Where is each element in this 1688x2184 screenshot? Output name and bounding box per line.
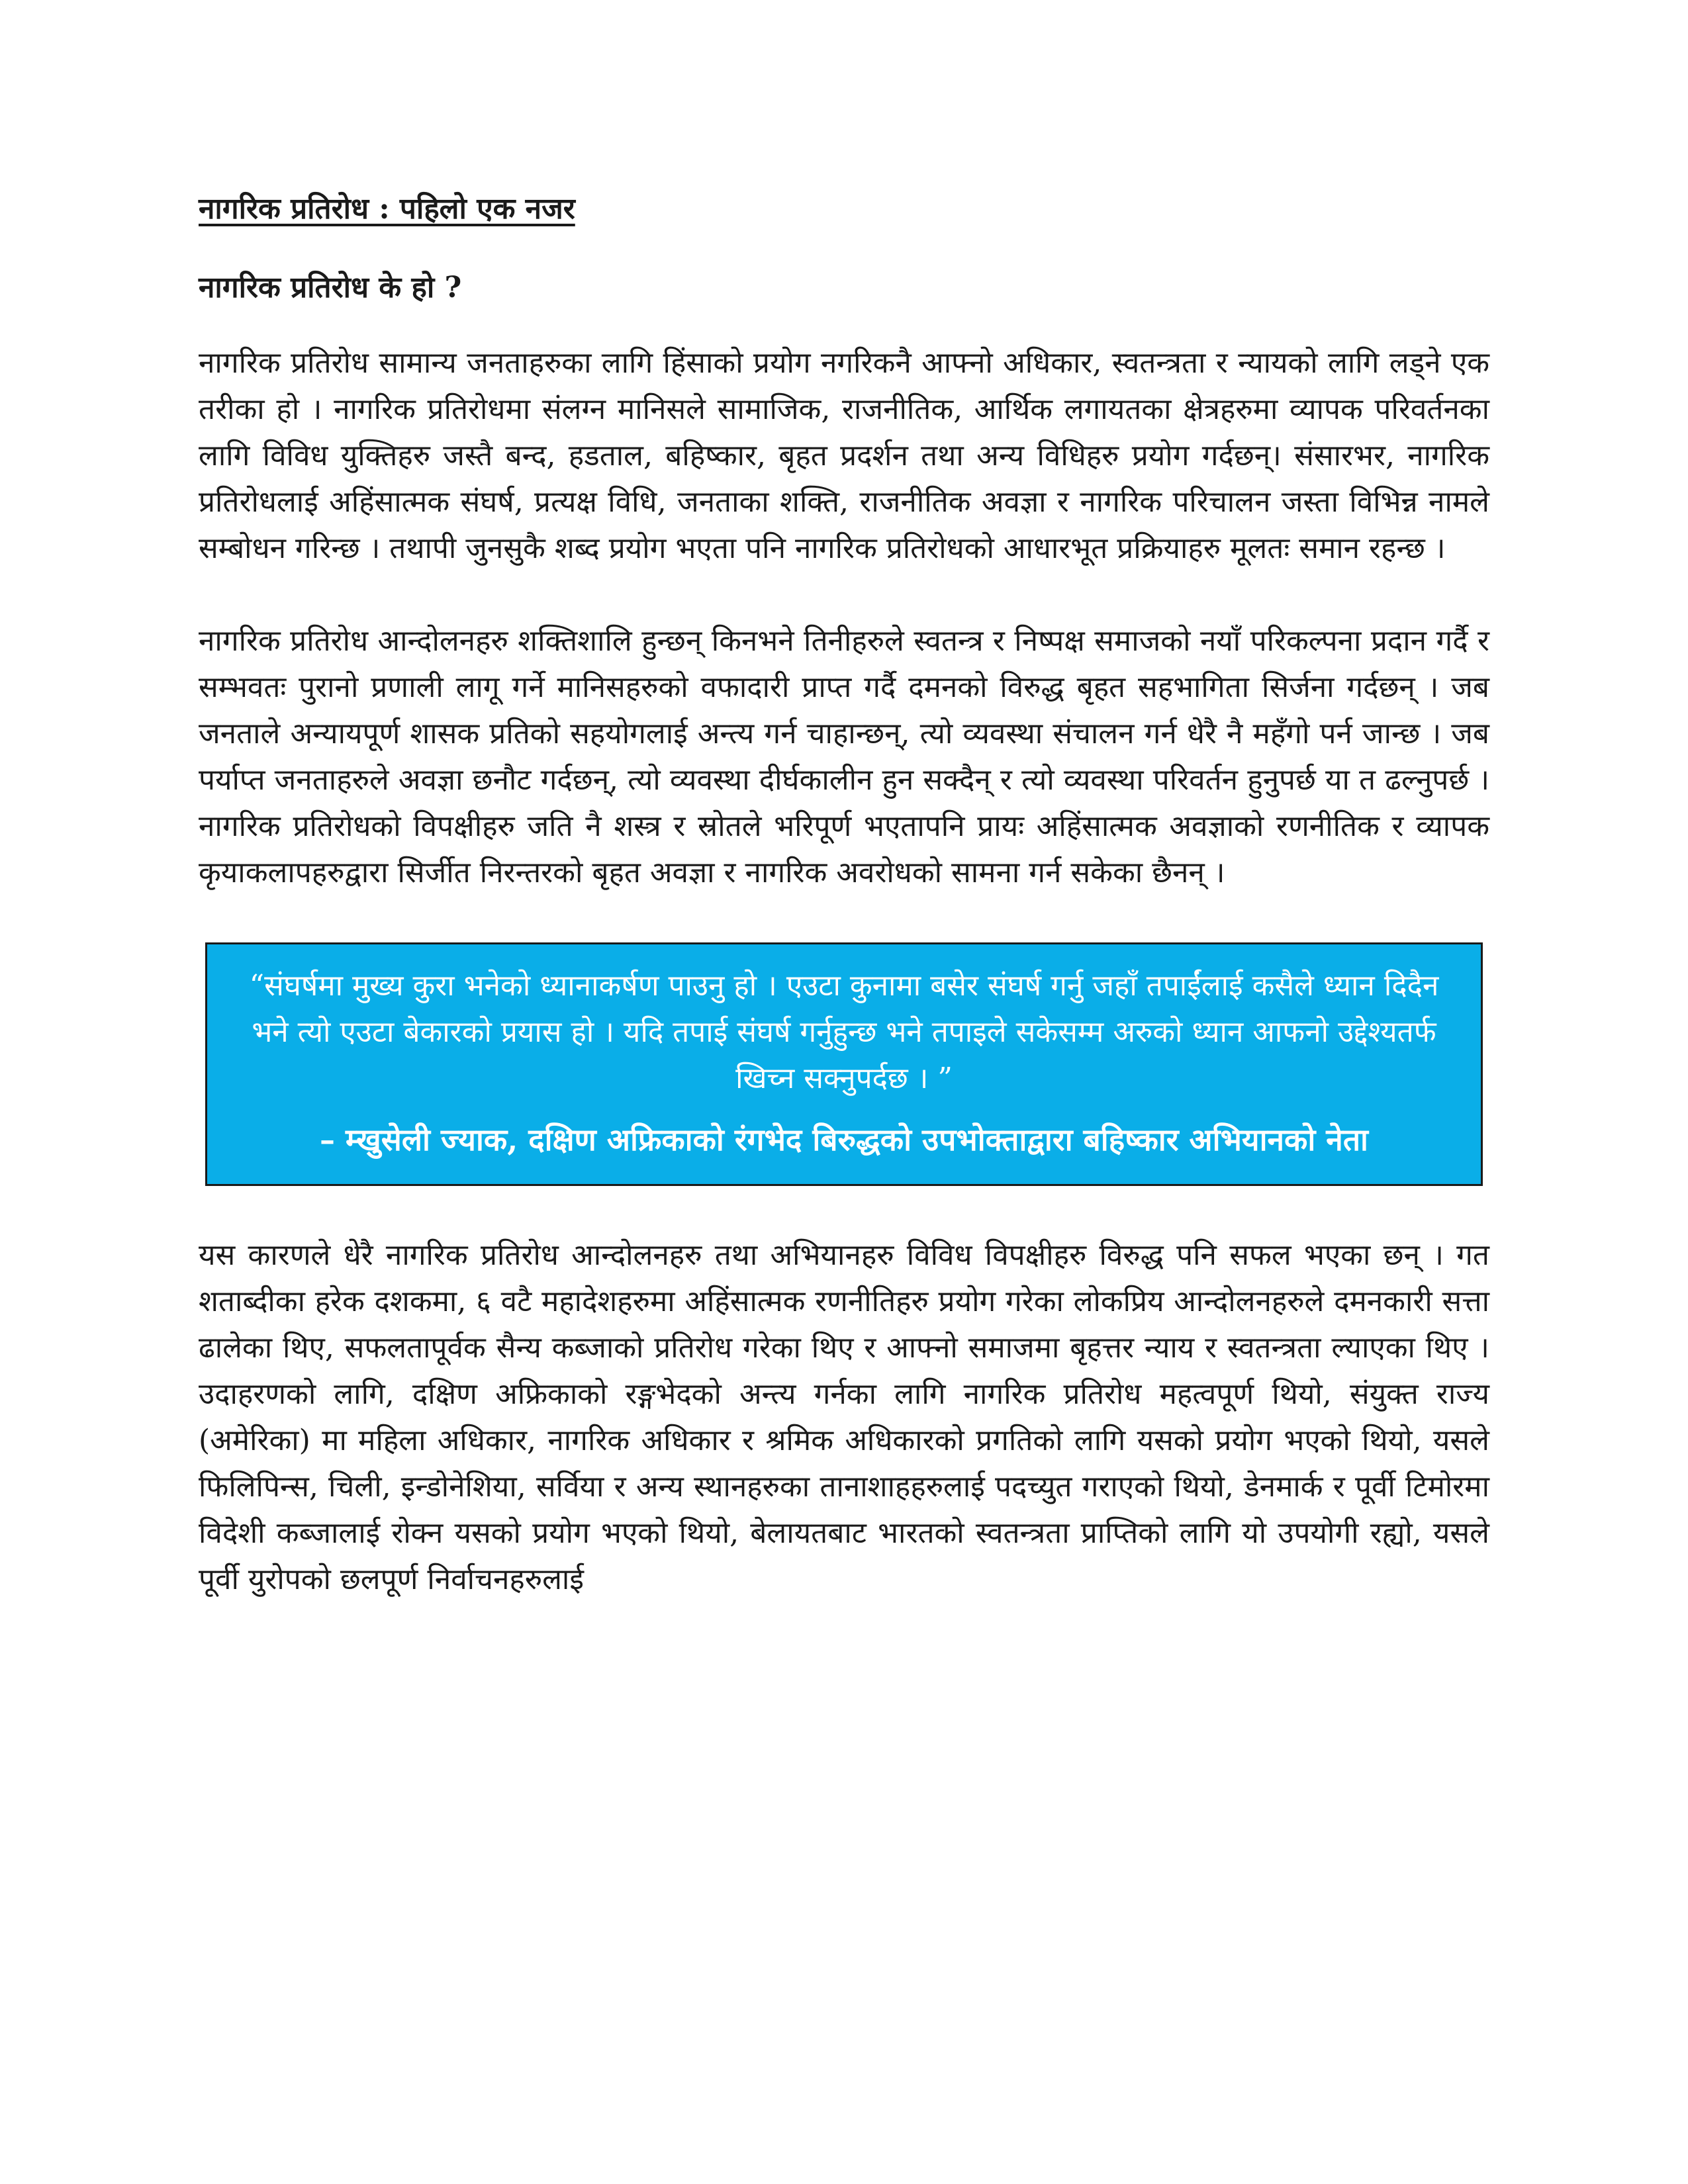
section-heading: नागरिक प्रतिरोध के हो ? [199, 270, 462, 304]
paragraph-power: नागरिक प्रतिरोध आन्दोलनहरु शक्तिशालि हुन्छन् किनभने तिनीहरुले स्वतन्त्र र निष्पक्ष समाजको नयाँ परिकल्पना प्रदान गर्दै र सम्भवतः पुरानो प्रणाली लागू गर्ने मानिसहरुको वफादारी प्राप्त गर्दै दमनको विरुद्ध बृहत सहभागिता सिर्जना गर्दछन् । जब जनताले अन्यायपूर्ण शासक प्रतिको सहयोगलाई अन्त्य गर्न चाहान्छन्, त्यो व्यवस्था संचालन गर्न धेरै नै महँगो पर्न जान्छ । जब पर्याप्त जनताहरुले अवज्ञा छनौट गर्दछन्, त्यो व्यवस्था दीर्घकालीन हुन सक्दैन् र त्यो व्यवस्था परिवर्तन हुनुपर्छ या त ढल्नुपर्छ । नागरिक प्रतिरोधको विपक्षीहरु जति नै शस्त्र र स्रोतले भरिपूर्ण भएतापनि प्रायः अहिंसात्मक अवज्ञाको रणनीतिक र व्यापक कृयाकलापहरुद्वारा सिर्जीत निरन्तरको बृहत अवज्ञा र नागरिक अवरोधको सामना गर्न सकेका छैनन् । [199, 623, 1489, 889]
paragraph-examples: यस कारणले धेरै नागरिक प्रतिरोध आन्दोलनहरु तथा अभियानहरु विविध विपक्षीहरु विरुद्ध पनि सफल भएका छन् । गत शताब्दीका हरेक दशकमा, ६ वटै महादेशहरुमा अहिंसात्मक रणनीतिहरु प्रयोग गरेका लोकप्रिय आन्दोलनहरुले दमनकारी सत्ता ढालेका थिए, सफलतापूर्वक सैन्य कब्जाको प्रतिरोध गरेका थिए र आफ्नो समाजमा बृहत्तर न्याय र स्वतन्त्रता ल्याएका थिए । उदाहरणको लागि, दक्षिण अफ्रिकाको रङ्गभेदको अन्त्य गर्नका लागि नागरिक प्रतिरोध महत्वपूर्ण थियो, संयुक्त राज्य (अमेरिका) मा महिला अधिकार, नागरिक अधिकार र श्रमिक अधिकारको प्रगतिको लागि यसको प्रयोग भएको थियो, यसले फिलिपिन्स, चिली, इन्डोनेशिया, सर्विया र अन्य स्थानहरुका तानाशाहहरुलाई पदच्युत गराएको थियो, डेनमार्क र पूर्वी टिमोरमा विदेशी कब्जालाई रोक्न यसको प्रयोग भएको थियो, बेलायतबाट भारतको स्वतन्त्रता प्राप्तिको लागि यो उपयोगी रह्यो, यसले पूर्वी युरोपको छलपूर्ण निर्वाचनहरुलाई [199, 1238, 1489, 1596]
quote-box [205, 942, 1483, 1186]
paragraph-intro: नागरिक प्रतिरोध सामान्य जनताहरुका लागि हिंसाको प्रयोग नगरिकनै आफ्नो अधिकार, स्वतन्त्रता र न्यायको लागि लड्ने एक तरीका हो । नागरिक प्रतिरोधमा संलग्न मानिसले सामाजिक, राजनीतिक, आर्थिक लगायतका क्षेत्रहरुमा व्यापक परिवर्तनका लागि विविध युक्तिहरु जस्तै बन्द, हडताल, बहिष्कार, बृहत प्रदर्शन तथा अन्य विधिहरु प्रयोग गर्दछन्। संसारभर, नागरिक प्रतिरोधलाई अहिंसात्मक संघर्ष, प्रत्यक्ष विधि, जनताका शक्ति, राजनीतिक अवज्ञा र नागरिक परिचालन जस्ता विभिन्न नामले सम्बोधन गरिन्छ । तथापी जुनसुकै शब्द प्रयोग भएता पनि नागरिक प्रतिरोधको आधारभूत प्रक्रियाहरु मूलतः समान रहन्छ । [199, 345, 1489, 565]
quote-text: “संघर्षमा मुख्य कुरा भनेको ध्यानाकर्षण पाउनु हो । एउटा कुनामा बसेर संघर्ष गर्नु जहाँ तपाईंलाई कसैले ध्यान दिदैन भने त्यो एउटा बेकारको प्रयास हो । यदि तपाई संघर्ष गर्नुहुन्छ भने तपाइले सकेसम्म अरुको ध्यान आफनो उद्देश्यतर्फ खिच्न सक्नुपर्दछ । ” [249, 968, 1439, 1095]
quote-attribution: – म्खुसेली ज्याक, दक्षिण अफ्रिकाको रंगभेद बिरुद्धको उपभोक्ताद्वारा बहिष्कार अभियानको नेता [320, 1121, 1368, 1158]
document-page [199, 192, 1489, 1649]
document-title: नागरिक प्रतिरोध : पहिलो एक नजर [199, 192, 575, 226]
